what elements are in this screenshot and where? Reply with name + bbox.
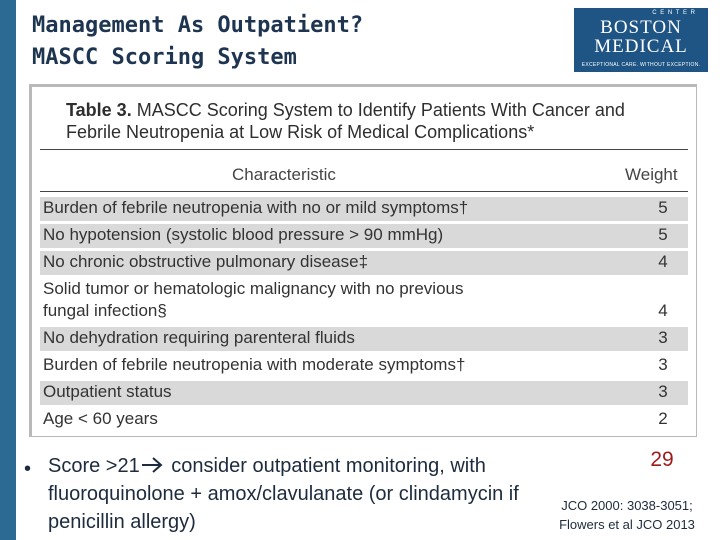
logo-word-medical: MEDICAL xyxy=(594,36,688,57)
logo-center-arc: C E N T E R xyxy=(652,10,696,16)
table-caption-line-2: Febrile Neutropenia at Low Risk of Medical Complications* xyxy=(66,122,535,142)
row-characteristic: No dehydration requiring parenteral fluids xyxy=(43,328,355,347)
row-weight: 5 xyxy=(658,225,668,244)
column-header-weight: Weight xyxy=(625,165,678,184)
table-caption xyxy=(66,99,625,143)
title-line-2: MASCC Scoring System xyxy=(32,45,297,70)
row-weight: 4 xyxy=(658,252,668,271)
citation-line-1: JCO 2000: 3038-3051; xyxy=(561,498,693,513)
bullet-marker: • xyxy=(24,458,32,480)
table-row xyxy=(40,354,688,378)
slide-title xyxy=(32,10,363,74)
right-arrow-icon xyxy=(140,455,166,475)
logo-tagline: EXCEPTIONAL CARE. WITHOUT EXCEPTION. xyxy=(581,62,701,68)
citation xyxy=(534,496,720,534)
citation-line-2: Flowers et al JCO 2013 xyxy=(559,517,695,532)
left-accent-stripe xyxy=(0,0,16,540)
row-characteristic: Age < 60 years xyxy=(43,409,158,428)
outpatient-note xyxy=(48,452,528,536)
row-weight: 3 xyxy=(658,328,668,347)
row-weight: 3 xyxy=(658,355,668,374)
row-characteristic: Outpatient status xyxy=(43,382,172,401)
row-characteristic-continued: fungal infection§ xyxy=(43,301,167,320)
row-characteristic: Burden of febrile neutropenia with no or mild symptoms† xyxy=(43,198,469,217)
boston-medical-logo xyxy=(574,8,708,72)
title-line-1: Management As Outpatient? xyxy=(32,13,364,38)
row-characteristic: Burden of febrile neutropenia with moderate symptoms† xyxy=(43,355,466,374)
note-score-text: Score >21 xyxy=(48,455,140,477)
row-weight: 2 xyxy=(658,409,668,428)
note-recommendation-text: consider outpatient monitoring, with fluoroquinolone + amox/clavulanate (or clindamycin if penicillin allergy) xyxy=(48,455,519,533)
table-row xyxy=(40,224,688,248)
table-rule-header xyxy=(40,191,688,192)
table-label: Table 3. xyxy=(66,100,132,120)
table-row xyxy=(40,251,688,275)
row-weight: 3 xyxy=(658,382,668,401)
table-row xyxy=(40,381,688,405)
table-caption-line-1: MASCC Scoring System to Identify Patients With Cancer and xyxy=(136,100,625,120)
table-row xyxy=(40,408,688,432)
table-row xyxy=(40,197,688,221)
row-characteristic: No chronic obstructive pulmonary disease‡ xyxy=(43,252,369,271)
page-number: 29 xyxy=(650,448,674,471)
logo-word-boston: BOSTON xyxy=(600,17,682,38)
column-header-characteristic: Characteristic xyxy=(232,165,336,184)
table-rule-top xyxy=(40,149,688,150)
row-characteristic: Solid tumor or hematologic malignancy with no previous xyxy=(43,279,464,298)
row-weight: 5 xyxy=(658,198,668,217)
table-row xyxy=(40,278,688,324)
table-row xyxy=(40,327,688,351)
row-weight: 4 xyxy=(658,301,668,320)
row-characteristic: No hypotension (systolic blood pressure > 90 mmHg) xyxy=(43,225,444,244)
mascc-table xyxy=(29,84,697,437)
